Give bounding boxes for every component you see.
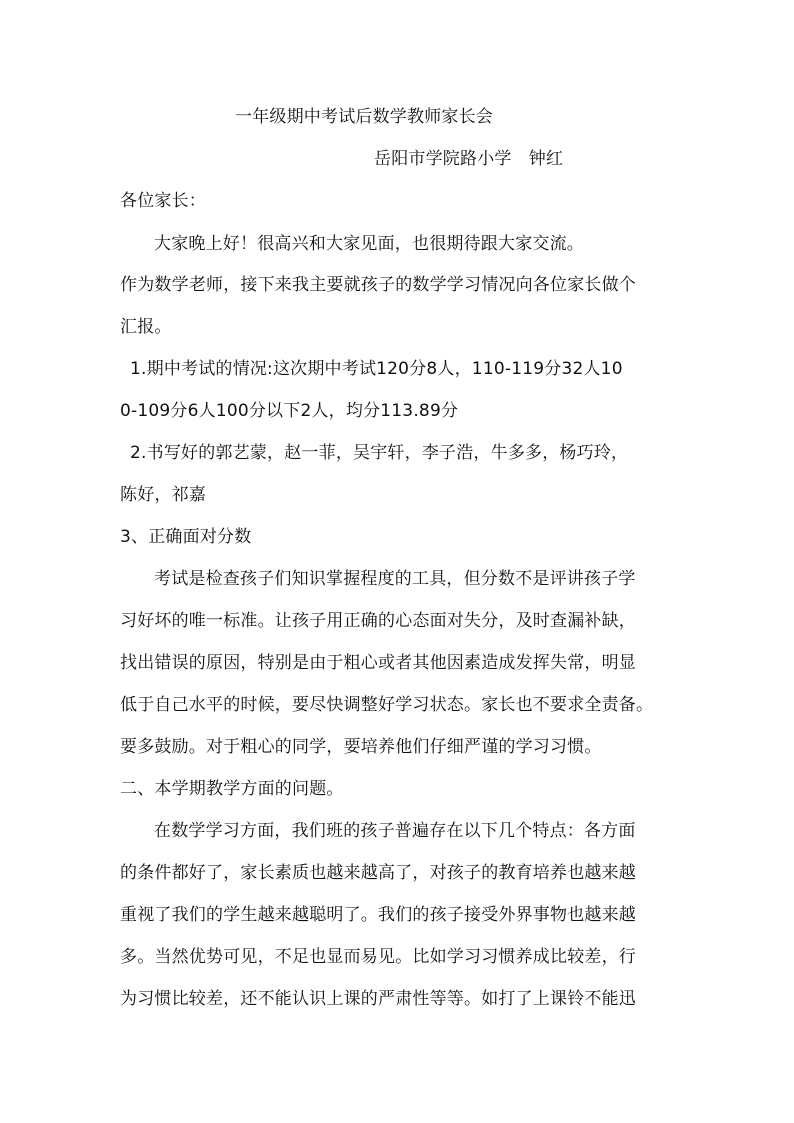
paragraph-line: 考试是检查孩子们知识掌握程度的工具，但分数不是评讲孩子学 [154, 569, 636, 589]
paragraph-line: 低于自己水平的时候，要尽快调整好学习状态。家长也不要求全责备。 [120, 695, 654, 715]
paragraph-line: 要多鼓励。对于粗心的同学，要培养他们仔细严谨的学习习惯。 [120, 737, 602, 757]
paragraph-line: 为习惯比较差，还不能认识上课的严肃性等等。如打了上课铃不能迅 [120, 989, 636, 1009]
paragraph-line: 作为数学老师，接下来我主要就孩子的数学学习情况向各位家长做个 [120, 275, 636, 295]
paragraph-line: 大家晚上好！很高兴和大家见面，也很期待跟大家交流。 [154, 234, 584, 254]
paragraph-line: 陈好，祁嘉 [120, 485, 206, 505]
paragraph-line: 1.期中考试的情况:这次期中考试120分8人，110-119分32人10 [130, 359, 623, 379]
paragraph-line: 找出错误的原因，特别是由于粗心或者其他因素造成发挥失常，明显 [120, 653, 636, 673]
paragraph-line: 的条件都好了，家长素质也越来越高了，对孩子的教育培养也越来越 [120, 863, 636, 883]
paragraph-line: 习好坏的唯一标准。让孩子用正确的心态面对失分，及时查漏补缺， [120, 611, 636, 631]
paragraph-line: 重视了我们的学生越来越聪明了。我们的孩子接受外界事物也越来越 [120, 905, 636, 925]
paragraph-line: 多。当然优势可见，不足也显而易见。比如学习习惯养成比较差，行 [120, 947, 636, 967]
document-title: 一年级期中考试后数学教师家长会 [235, 107, 493, 127]
document-author: 岳阳市学院路小学 钟红 [374, 149, 564, 169]
paragraph-line: 0-109分6人100分以下2人，均分113.89分 [120, 401, 459, 421]
paragraph-line: 2.书写好的郭艺蒙，赵一菲，吴宇轩，李子浩，牛多多，杨巧玲， [130, 443, 629, 463]
section-heading: 二、本学期教学方面的问题。 [120, 779, 344, 799]
section-heading: 3、正确面对分数 [120, 527, 252, 547]
greeting: 各位家长： [120, 191, 206, 211]
paragraph-line: 在数学学习方面，我们班的孩子普遍存在以下几个特点：各方面 [154, 821, 636, 841]
paragraph-line: 汇报。 [120, 317, 172, 337]
